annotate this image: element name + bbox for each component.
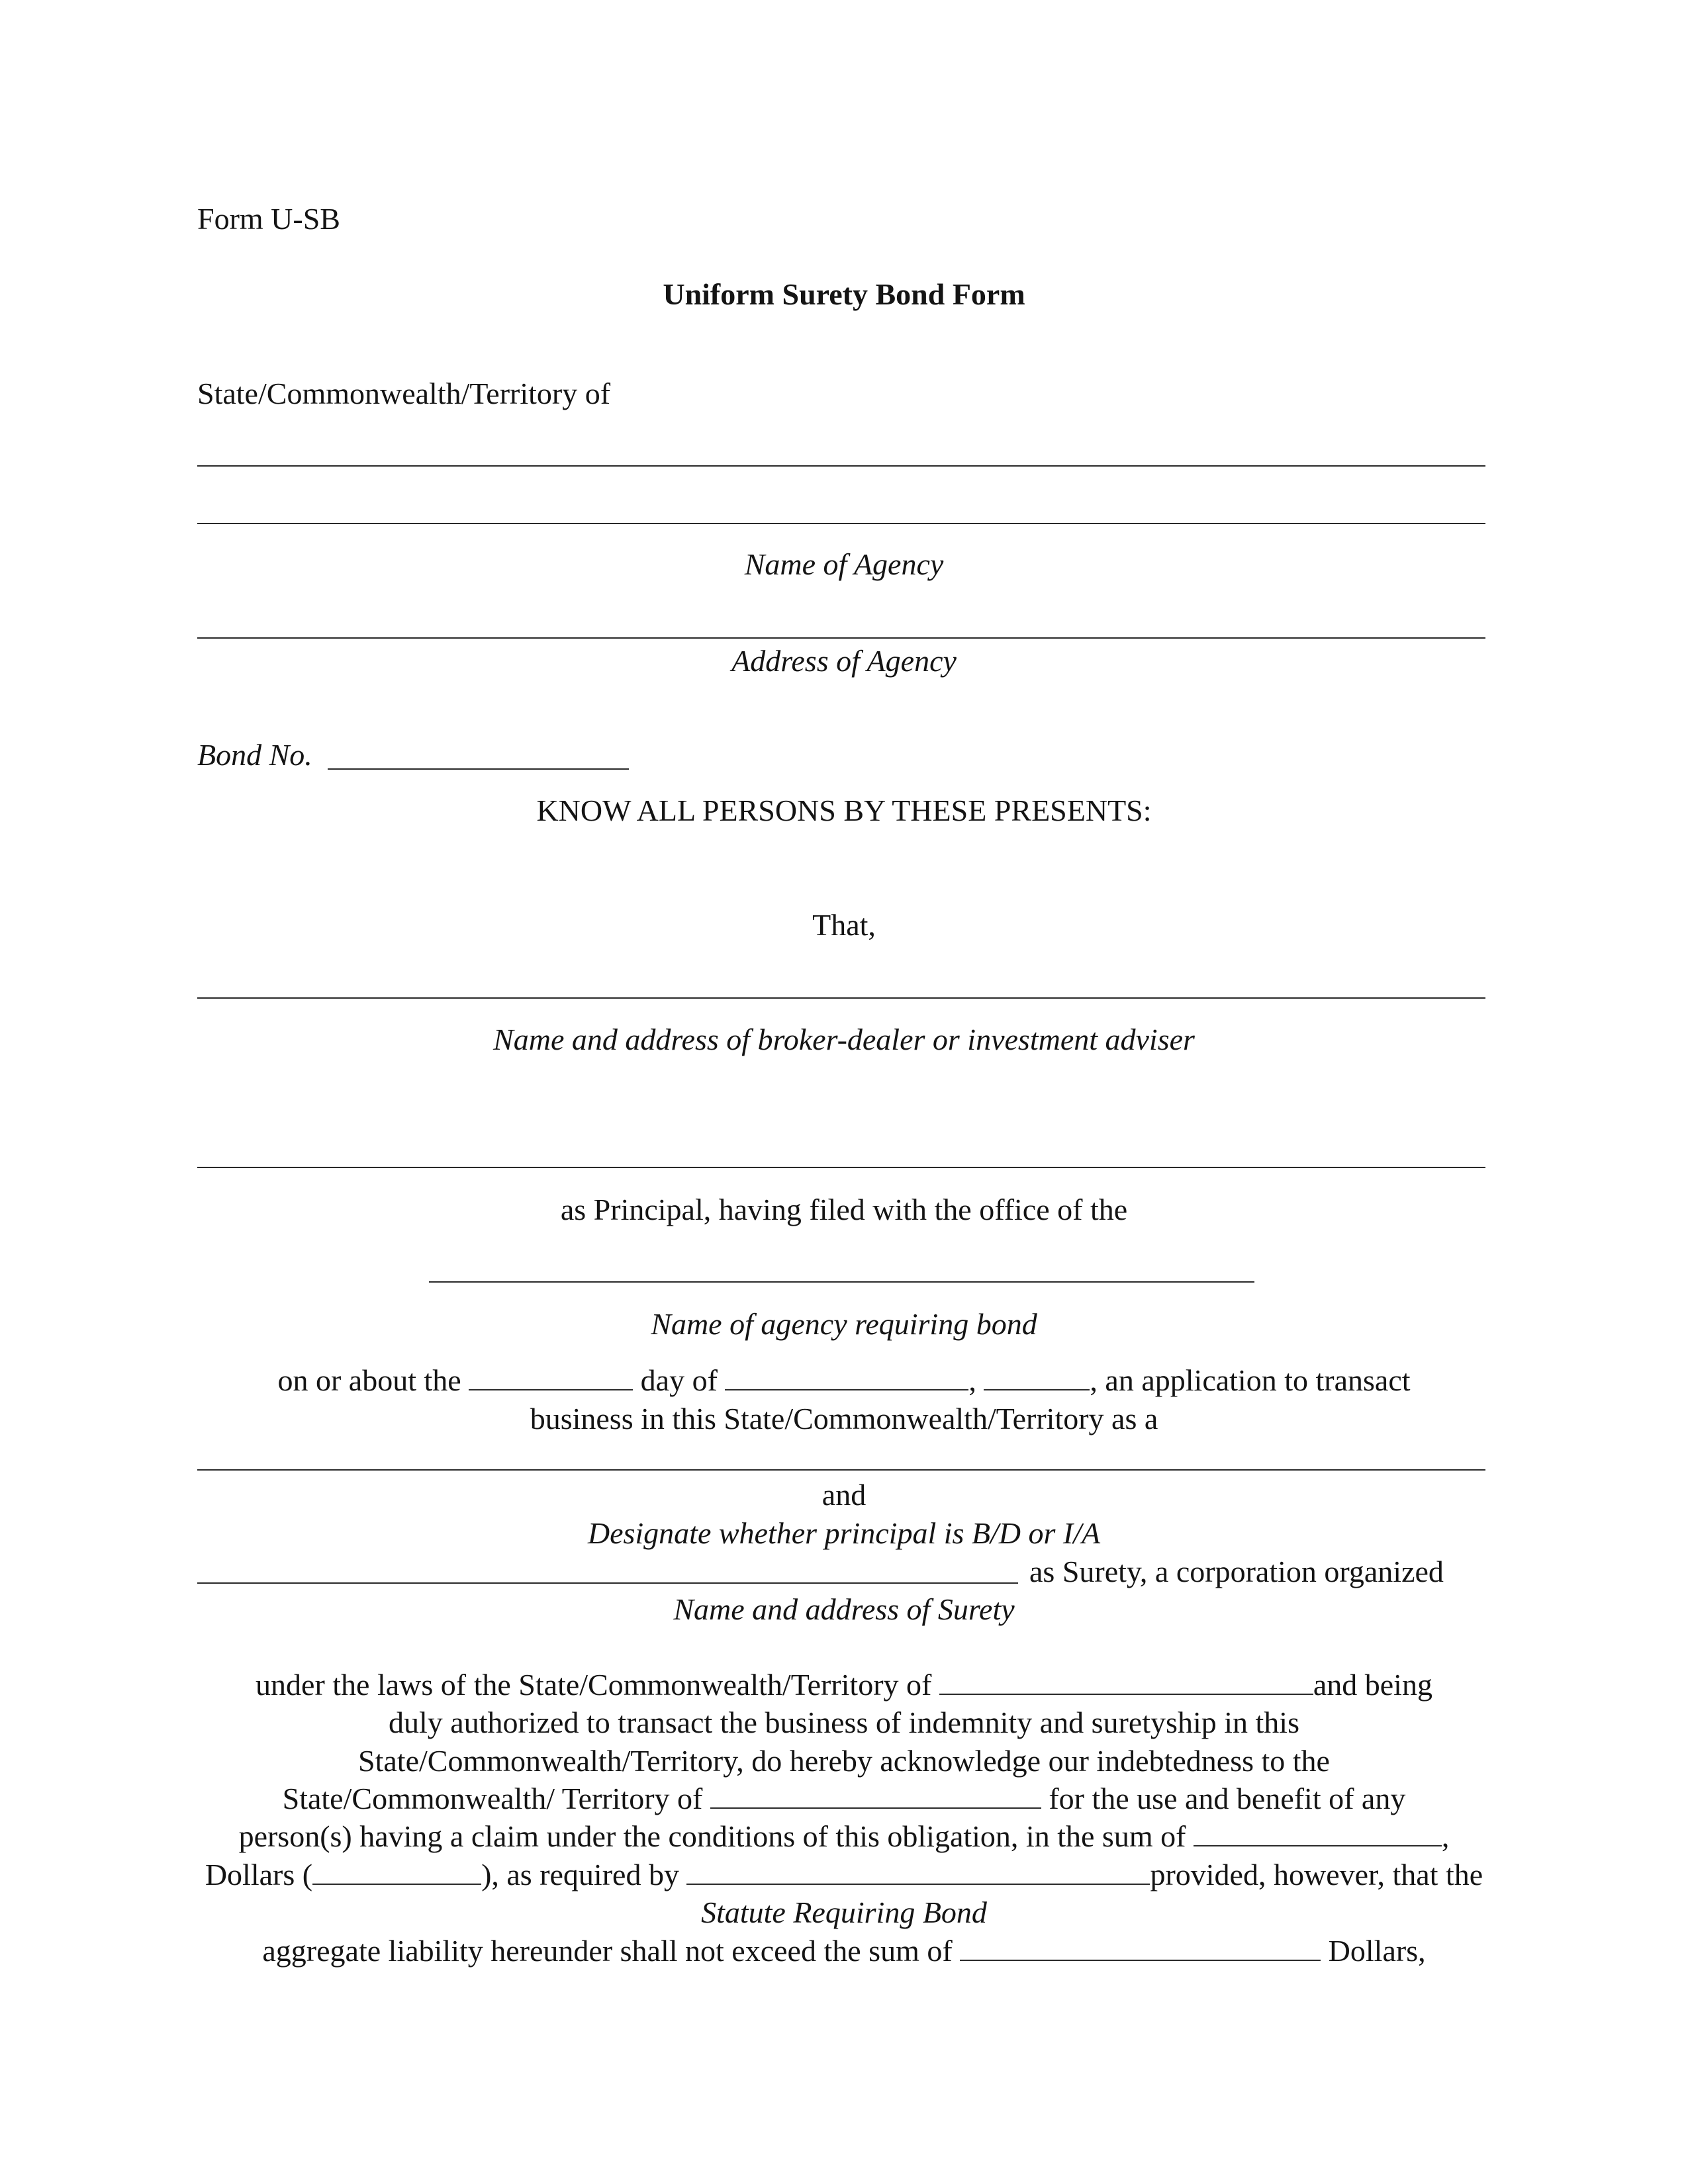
and-being-text: and being	[1313, 1668, 1432, 1702]
application-text: , an application to transact	[1090, 1363, 1411, 1397]
dollars-line	[0, 1860, 1688, 1890]
broker-line[interactable]	[197, 997, 1485, 999]
day-field[interactable]	[469, 1365, 633, 1390]
that-text: That,	[812, 908, 876, 942]
surety-text: as Surety, a corporation organized	[1029, 1555, 1444, 1588]
day-of-text: day of	[640, 1363, 718, 1397]
know-all-heading: KNOW ALL PERSONS BY THESE PRESENTS:	[536, 794, 1152, 827]
state-label: State/Commonwealth/Territory of	[197, 377, 611, 410]
state-line[interactable]	[197, 465, 1485, 467]
agency-requiring-line[interactable]	[429, 1281, 1254, 1283]
duly-line: duly authorized to transact the business of indemnity and suretyship in this	[389, 1706, 1299, 1739]
sum-figure-field[interactable]	[312, 1860, 481, 1885]
persons-text: person(s) having a claim under the conditions of this obligation, in the sum of	[238, 1819, 1186, 1853]
laws-line	[0, 1670, 1688, 1700]
persons-comma: ,	[1441, 1819, 1450, 1853]
on-or-about-line	[0, 1365, 1688, 1396]
use-benefit-text: State/Commonwealth/ Territory of	[282, 1782, 703, 1815]
agency-requiring-caption: Name of agency requiring bond	[651, 1307, 1037, 1341]
form-id: Form U-SB	[197, 202, 340, 236]
laws-text: under the laws of the State/Commonwealth/Territory of	[256, 1668, 932, 1702]
designate-caption: Designate whether principal is B/D or I/A	[587, 1516, 1101, 1550]
year-field[interactable]	[984, 1365, 1090, 1390]
name-of-agency-caption: Name of Agency	[744, 547, 944, 581]
use-benefit-text-2: for the use and benefit of any	[1049, 1782, 1406, 1815]
statute-caption: Statute Requiring Bond	[701, 1895, 987, 1929]
principal-text: as Principal, having filed with the office of the	[560, 1193, 1128, 1226]
ack-line: State/Commonwealth/Territory, do hereby acknowledge our indebtedness to the	[358, 1744, 1330, 1778]
state-of-org-field[interactable]	[939, 1670, 1313, 1695]
aggregate-sum-field[interactable]	[960, 1936, 1321, 1961]
and-text: and	[821, 1478, 867, 1512]
bond-no-field[interactable]	[328, 768, 629, 770]
comma-text: ,	[968, 1363, 976, 1397]
sum-words-field[interactable]	[1194, 1821, 1442, 1846]
surety-caption: Name and address of Surety	[673, 1592, 1015, 1626]
broker-caption: Name and address of broker-dealer or investment adviser	[493, 1023, 1195, 1056]
month-field[interactable]	[725, 1365, 968, 1390]
as-required-text: ), as required by	[481, 1858, 679, 1891]
business-line: business in this State/Commonwealth/Territory as a	[530, 1402, 1158, 1435]
provided-text: provided, however, that the	[1150, 1858, 1483, 1891]
use-benefit-line	[0, 1784, 1688, 1814]
surety-line[interactable]	[197, 1582, 1018, 1584]
on-or-about-text: on or about the	[277, 1363, 461, 1397]
bond-no-label: Bond No.	[197, 738, 312, 772]
territory-field[interactable]	[710, 1784, 1041, 1809]
aggregate-text: aggregate liability hereunder shall not exceed the sum of	[262, 1934, 953, 1968]
persons-line	[0, 1821, 1688, 1852]
agency-address-line[interactable]	[197, 637, 1485, 639]
statute-field[interactable]	[686, 1860, 1150, 1885]
form-title: Uniform Surety Bond Form	[663, 277, 1025, 311]
designation-line[interactable]	[197, 1469, 1485, 1471]
aggregate-line	[0, 1936, 1688, 1966]
aggregate-dollars-text: Dollars,	[1328, 1934, 1426, 1968]
address-of-agency-caption: Address of Agency	[731, 644, 957, 678]
dollars-open-text: Dollars (	[205, 1858, 313, 1891]
broker-line-2[interactable]	[197, 1167, 1485, 1168]
agency-name-line[interactable]	[197, 523, 1485, 524]
